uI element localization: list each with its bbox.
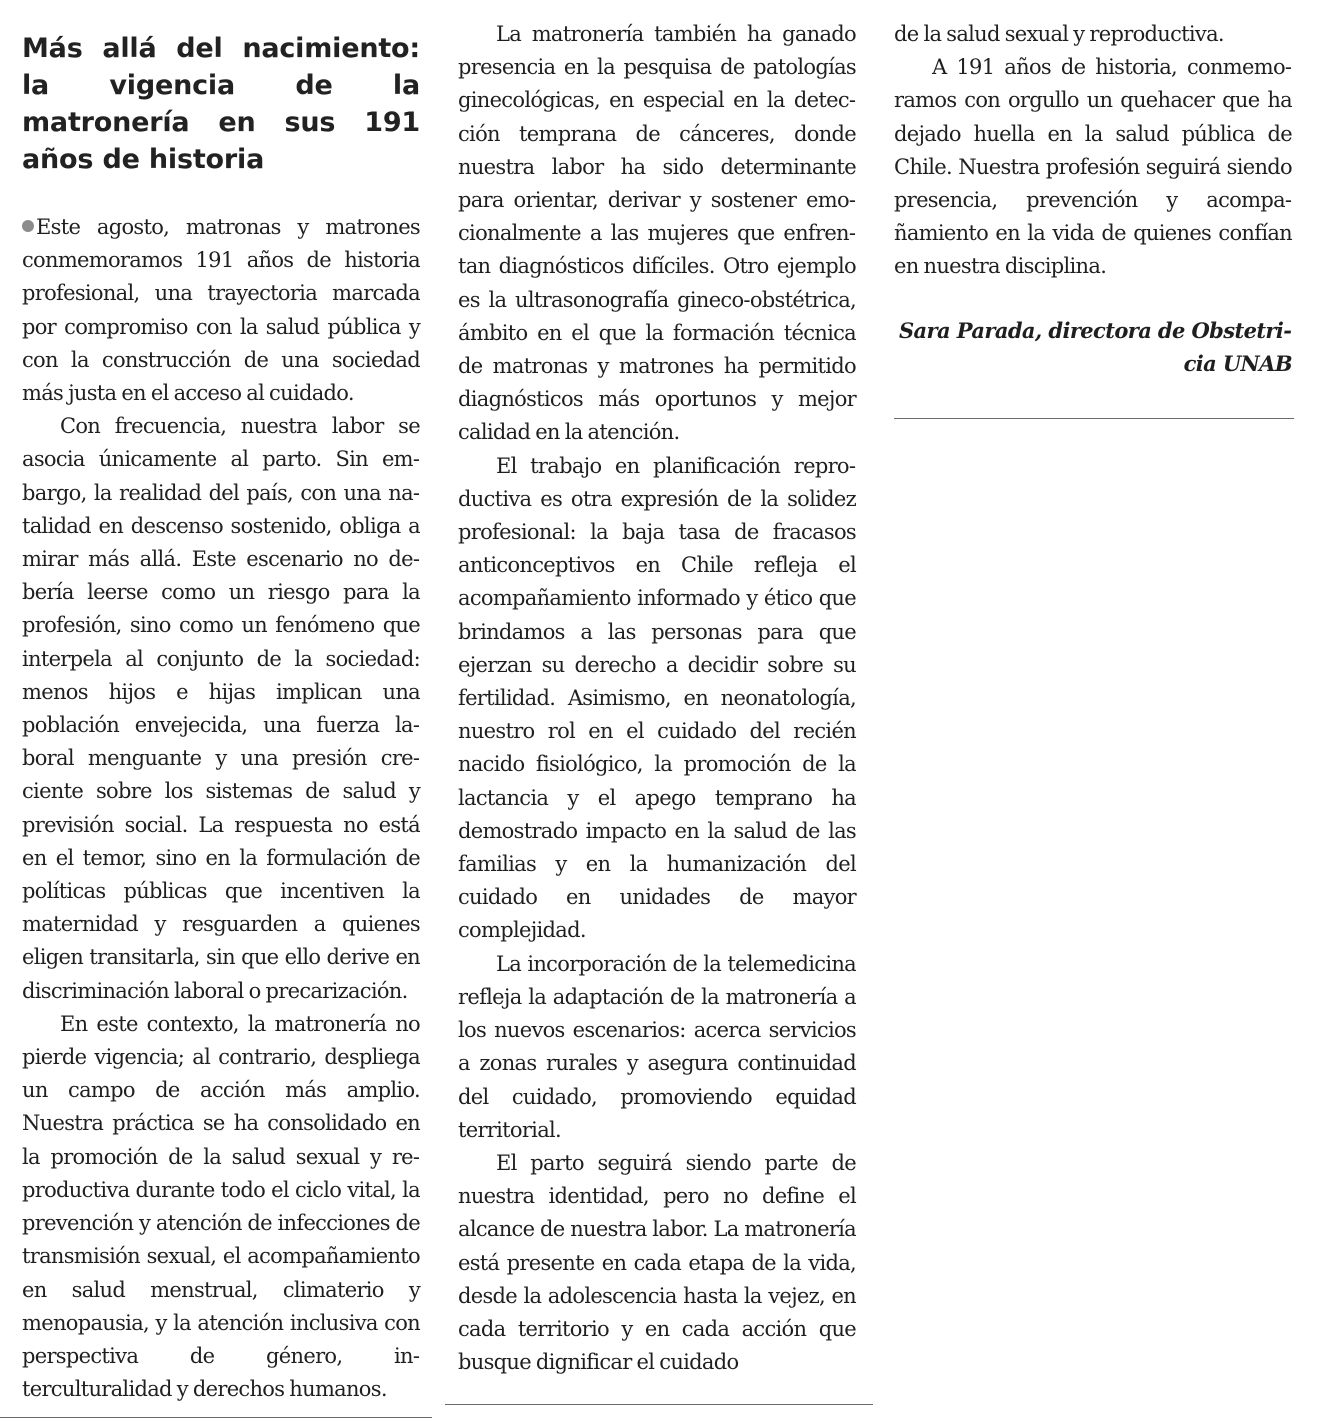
column-2-body <box>458 18 856 1379</box>
paragraph: La incorporación de la telemedicina refleja la adaptación de la matronería a los nuevos escenarios: acerca servicios a zonas rurales y asegura continuidad del cuidado, promoviendo equidad territorial. <box>458 951 856 1142</box>
article-column-1 <box>22 18 420 1406</box>
column-3-body <box>894 18 1292 284</box>
column-divider-rule <box>445 1404 873 1405</box>
author-signature: Sara Parada, directora de Obstetricia UNAB <box>898 317 1292 376</box>
column-1-body <box>22 211 420 1406</box>
paragraph-continuation: de la salud sexual y reproductiva. <box>894 22 1224 46</box>
bullet-icon <box>22 220 34 232</box>
article-column-3 <box>894 18 1292 380</box>
paragraph <box>22 211 420 410</box>
paragraph: La matronería también ha ganado presencia en la pesquisa de patologías ginecológicas, en especial en la detección temprana de cánceres, donde nuestra labor ha sido determinante para orientar, derivar y sostener emocionalmente a las mujeres que enfrentan diagnósticos difíciles. Otro ejemplo es la ultrasonografía gineco-obstétrica, ámbito en el que la formación técnica de matronas y matrones ha permitido diagnósticos más oportunos y mejor calidad en la atención. <box>458 22 856 445</box>
paragraph: A 191 años de historia, conmemoramos con orgullo un quehacer que ha dejado huella en la salud pública de Chile. Nuestra profesión seguirá siendo presencia, prevención y acompañamiento en la vida de quienes confían en nuestra disciplina. <box>894 55 1292 279</box>
paragraph: En este contexto, la matronería no pierde vigencia; al contrario, despliega un campo de acción más amplio. Nuestra práctica se ha consolidado en la promoción de la salud sexual y reproductiva durante todo el ciclo vital, la prevención y atención de infecciones de transmisión sexual, el acompañamiento en salud menstrual, climaterio y menopausia, y la atención inclusiva con perspectiva de género, interculturalidad y derechos humanos. <box>22 1011 420 1402</box>
paragraph-text: Este agosto, matronas y matrones conmemoramos 191 años de historia profesional, una trayectoria marcada por compromiso con la salud pública y con la construcción de una sociedad más justa en el acceso al cuidado. <box>22 215 420 406</box>
column-divider-rule <box>0 1417 432 1418</box>
paragraph: El parto seguirá siendo parte de nuestra identidad, pero no define el alcance de nuestra labor. La matronería está presente en cada etapa de la vida, desde la adolescencia hasta la vejez, en cada territorio y en cada acción que busque dignificar el cuidado <box>458 1150 856 1375</box>
article-headline: Más allá del nacimiento: la vigencia de la matronería en sus 191 años de historia <box>22 33 420 175</box>
article-column-2 <box>458 18 856 1379</box>
paragraph: Con frecuencia, nuestra labor se asocia únicamente al parto. Sin embargo, la realidad del país, con una natalidad en descenso sostenido, obliga a mirar más allá. Este escenario no debería leerse como un riesgo para la profesión, sino como un fenómeno que interpela al conjunto de la sociedad: menos hijos e hijas implican una población envejecida, una fuerza laboral menguante y una presión creciente sobre los sistemas de salud y previsión social. La respuesta no está en el temor, sino en la formulación de políticas públicas que incentiven la maternidad y resguarden a quienes eligen transitarla, sin que ello derive en discriminación laboral o precarización. <box>22 414 420 1003</box>
paragraph: El trabajo en planificación reproductiva es otra expresión de la solidez profesional: la baja tasa de fracasos anticonceptivos en Chile refleja el acompañamiento informado y ético que brindamos a las personas para que ejerzan su derecho a decidir sobre su fertilidad. Asimismo, en neonatología, nuestro rol en el cuidado del recién nacido fisiológico, la promoción de la lactancia y el apego temprano ha demostrado impacto en la salud de las familias y en la humanización del cuidado en unidades de mayor complejidad. <box>458 453 856 943</box>
signature-divider-rule <box>894 418 1294 419</box>
